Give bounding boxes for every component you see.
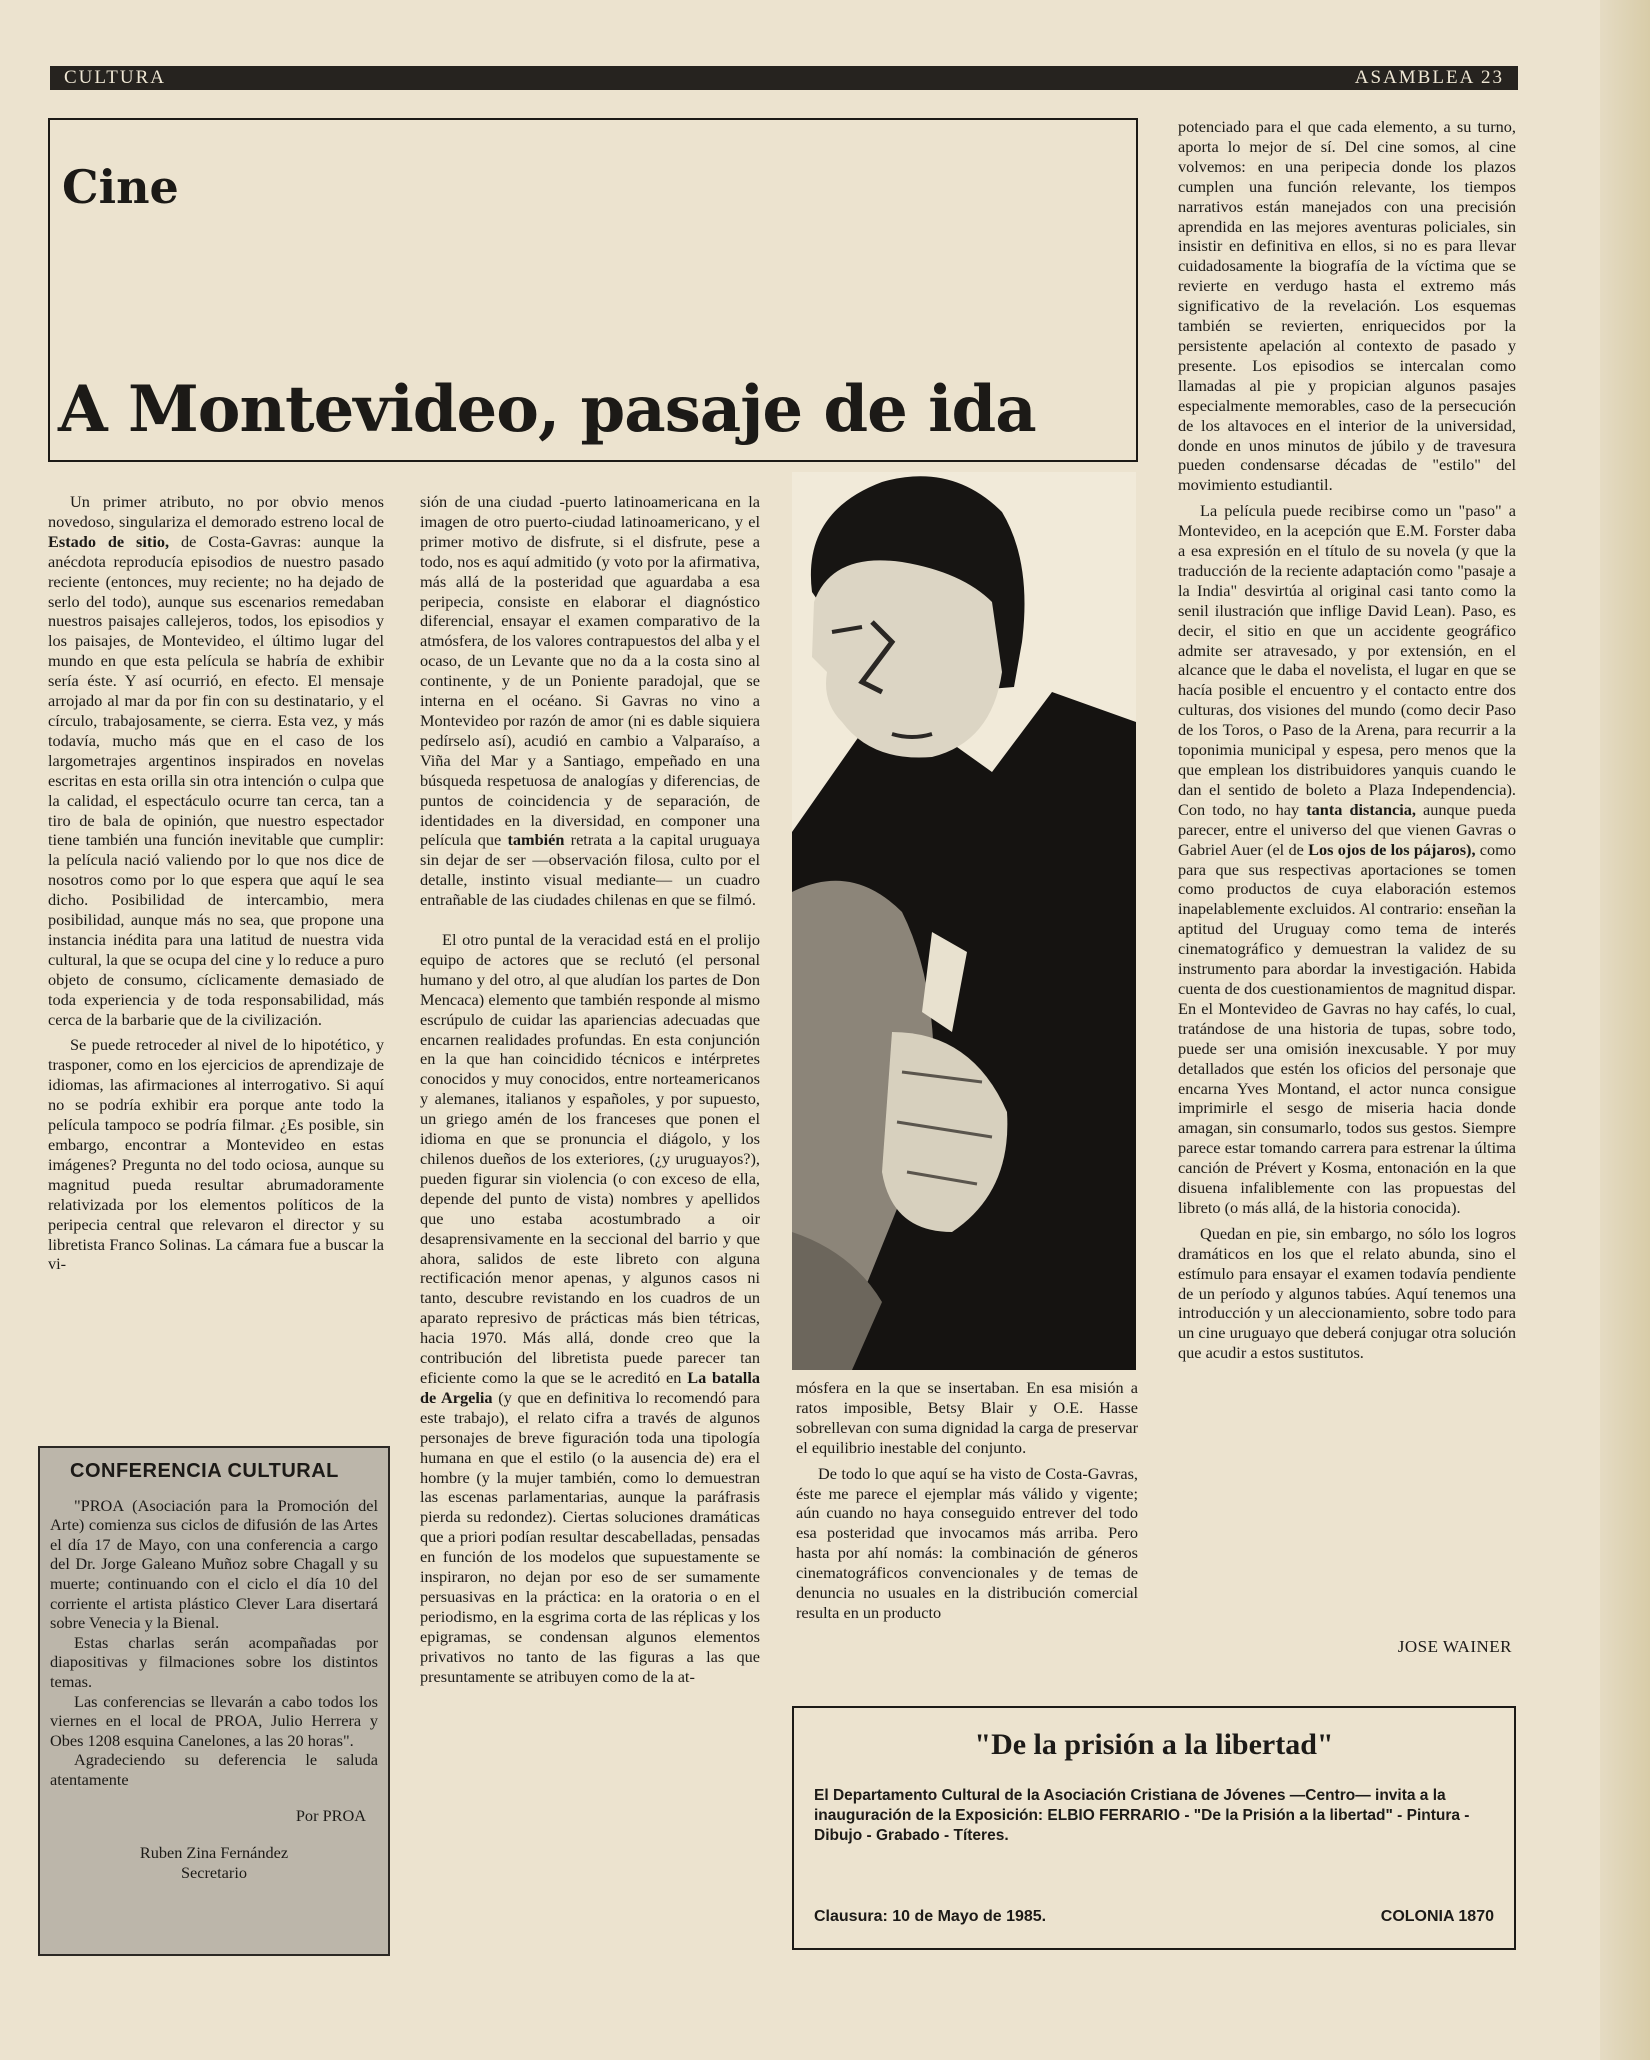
col4-film-title: Los ojos de los pájaros), xyxy=(1308,839,1476,859)
col4-text-b: aunque pueda parecer, entre el universo del que vienen Gavras o Gabriel Auer (el de xyxy=(1178,799,1516,859)
notice-signoff: Por PROA xyxy=(295,1805,366,1825)
article-column-2 xyxy=(420,492,760,1692)
notice-signer-name: Ruben Zina Fernández xyxy=(139,1843,289,1863)
col2-text-b: retrata a la capital uruguaya sin dejar de ser —observación filosa, culto por el detalle, instinto visual mediante— un cuadro entrañable de las ciudades chilenas en que se filmó. xyxy=(420,830,760,910)
page-edge xyxy=(1600,0,1650,2060)
col4-text-a: La película puede recibirse como un "paso" a Montevideo, en la acepción que E.M. Forster daba a esa expresión en el título de su novela (y que la traducción de la reciente adaptación como "pasaje a la India" desvirtúa al original casi tanto como la senil ilustración que inflige David Lean). Paso, es decir, el sitio en que un accidente geográfico admite ser atravesado, y por extensión, en el alcance que le daba el novelista, el lugar en que se hacía posible el encuentro y el contacto entre dos culturas, dos visiones del mundo (como decir Paso de los Toros, o Paso de la Arena, para recurrir a la toponimia municipal y espesa, pero menos que la que emplean los distribuidores yanquis cuando le dan el sentido de boleto a Plaza Independencia). Con todo, no hay xyxy=(1178,501,1516,819)
conference-notice-box xyxy=(38,1446,390,1956)
notice-paragraph-4: Agradeciendo su deferencia le saluda atentamente xyxy=(50,1750,378,1789)
ad-closing-date: Clausura: 10 de Mayo de 1985. xyxy=(814,1908,1047,1925)
article-column-3 xyxy=(796,1378,1138,1629)
notice-title: CONFERENCIA CULTURAL xyxy=(70,1460,339,1482)
ad-title: "De la prisión a la libertad" xyxy=(974,1728,1334,1761)
col1-paragraph-2: Se puede retroceder al nivel de lo hipotético, y trasponer, como en los ejercicios de aprendizaje de idiomas, las afirmaciones al interrogativo. Si aquí no se podría exhibir era porque ante todo la película tampoco se podría filmar. ¿Es posible, sin embargo, encontrar a Montevideo en estas imágenes? Pregunta no del todo ociosa, aunque su magnitud pueda resultar abrumadoramente relativizada por los elementos políticos de la peripecia central que relevaron el director y su libretista Franco Solinas. La cámara fue a buscar la vi- xyxy=(48,1035,384,1274)
photo-man-in-suit xyxy=(792,472,1136,1370)
section-name: CULTURA xyxy=(64,67,166,88)
col1-film-title: Estado de sitio, xyxy=(48,531,170,551)
col4-bold-phrase: tanta distancia, xyxy=(1306,799,1416,819)
col1-text-b: de Costa-Gavras: aunque la anécdota reproducía episodios de nuestro pasado reciente (entonces, muy reciente; no ha dejado de serlo del todo), aunque sus escenarios remedaban nuestros paisajes callejeros, todos, los episodios y los paisajes, de Montevideo, el último lugar del mundo en que esta película se habría de exhibir sería éste. Y así ocurrió, en efecto. El mensaje arrojado al mar da por fin con su destinatario, y el círculo, trabajosamente, se cierra. Esta vez, y más todavía, mucho más que en el caso de los largometrajes argentinos inspirados en novelas escritas en esta orilla sin otra intención o culpa que la calidad, el espectáculo ocurre tan cerca, tan a tiro de bala de opinión, que nuestro espectador tiene también una función inevitable que cumplir: la película nació valiendo por lo que nos dice de nosotros como por lo que espera que aquí le sea dicho. Posibilidad de intercambio, mera posibilidad, aunque más no sea, que propone una instancia inédita para una latitud de nuestra vida cultural, la que se ocupa del cine y lo reduce a puro objeto de consumo, cíclicamente demasiado de toda experiencia y de toda responsabilidad, más cerca de la barbarie que de la civilización. xyxy=(48,531,384,1029)
col4-text-c: como para que sus respectivas aportaciones se tomen como productos de cuya elaboración estemos inapelablemente excluidos. Al contrario: enseñan la aptitud del Uruguay como tema de interés cinematográfico y demuestran la validez de su instrumento para abordar la investigación. Habida cuenta de dos cuestionamientos de magnitud dispar. En el Montevideo de Gavras no hay cafés, lo cual, tratándose de una historia de tupas, sobre todo, puede ser una omisión inexcusable. Y por muy detallados que estén los oficios del personaje que encarna Yves Montand, el actor nunca consigue imprimirle el sesgo de miseria hacia donde amagan, sin consumarlo, todos sus gestos. Siempre parece estar tomando carrera para estrenar la última canción de Prévert y Kosma, entonación en la que disuena infaliblemente con las propuestas del libreto (o más allá, de la historia conocida). xyxy=(1178,839,1516,1217)
article-kicker: Cine xyxy=(62,160,179,214)
col4-paragraph-1: potenciado para el que cada elemento, a su turno, aporta lo mejor de sí. Del cine somos, al cine volvemos: en una peripecia donde los plazos cumplen una función relevante, los tiempos narrativos están manejados con una precisión aprendida en las mejores aventuras policiales, sin insistir en definitiva en ellos, si no es para llevar cuidadosamente la biografía de la víctima que se revierte en verdugo hasta el extremo más significativo de la revelación. Los esquemas también se revierten, enriquecidos por la persistente apelación al contexto de pasado y presente. Los episodios se intercalan como llamadas al pie y propician algunos pasajes especialmente memorables, caso de la persecución de los altavoces en el interior de la universidad, donde en unos minutos de júbilo y de travesura pueden condensarse décadas de "estilo" del movimiento estudiantil. xyxy=(1178,117,1516,495)
ad-address: COLONIA 1870 xyxy=(1380,1908,1494,1925)
page-number: ASAMBLEA 23 xyxy=(1354,67,1504,88)
section-header-bar xyxy=(50,66,1518,90)
article-photo xyxy=(792,472,1136,1370)
col2-text-c: El otro puntal de la veracidad está en el prolijo equipo de actores que se reclutó (el personal humano y del otro, al que aludían los partes de Don Mencaca) elemento que también responde al mismo escrúpulo de cuidar las apariencias adecuadas que encarnen realidades profundas. En esta conjunción en la que han coincidido técnicos e intérpretes conocidos y muy conocidos, entre norteamericanos y alemanes, italianos y españoles, y por supuesto, un griego amén de los franceses que ponen el idioma en que se pronuncia el diágolo, y los chilenos dueños de los exteriores, (¿y uruguayos?), pueden figurar sin violencia (o con exceso de ella, depende del punto de vista) nombres y apellidos que uno estaba acostumbrado a oir desaprensivamente en la seccional del barrio y que ahora, salidos de este libreto con alguna rectificación menor apenas, y algunos casos ni tanto, descubre revistando en los cuadros de un aparato represivo de prácticas más bien tétricas, hacia 1970. Más allá, donde creo que la contribución del libretista puede parecer tan eficiente como la que se le acreditó en xyxy=(420,930,760,1387)
col1-text-a: Un primer atributo, no por obvio menos novedoso, singulariza el demorado estreno local de xyxy=(48,492,384,531)
notice-paragraph-2: Estas charlas serán acompañadas por diapositivas y filmaciones sobre los distintos temas. xyxy=(50,1632,378,1691)
article-column-4 xyxy=(1178,117,1516,1369)
col2-bold-word: también xyxy=(507,830,565,850)
article-headline: A Montevideo, pasaje de ida xyxy=(58,372,1036,447)
notice-paragraph-3: Las conferencias se llevarán a cabo todos los viernes en el local de PROA, Julio Herrera y Obes 1208 esquina Canelones, a las 20 horas". xyxy=(50,1691,378,1750)
ad-body: El Departamento Cultural de la Asociación Cristiana de Jóvenes —Centro— invita a la inauguración de la Exposición: ELBIO FERRARIO - "De la Prisión a la libertad" - Pintura - Dibujo - Grabado - Títeres. xyxy=(814,1787,1470,1844)
col3-paragraph-1: mósfera en la que se insertaban. En esa misión a ratos imposible, Betsy Blair y O.E. Hasse sobrellevan con suma dignidad la carga de preservar el equilibrio inestable del conjunto. xyxy=(796,1378,1138,1457)
ad-footer xyxy=(814,1908,1494,1926)
col2-text-a: sión de una ciudad -puerto latinoamericana en la imagen de otro puerto-ciudad latinoamericano, y el primer motivo de disfrute, si el disfrute, pese a todo, nos es aquí admitido (y voto por la afirmativa, más allá de la posteridad que aguardaba a esa peripecia, consiste en elaborar el diagnóstico diferencial, ensayar el examen comparativo de la atmósfera, de los valores contrapuestos del alba y el ocaso, de un Levante que no da a la costa sino al continente, y de un Poniente paradojal, que se interna en el océano. Si Gavras no vino a Montevideo por razón de amor (ni es dable siquiera pedírselo así), acudió en cambio a Valparaíso, a Viña del Mar y a Santiago, empeñado en una búsqueda respetuosa de analogías y diferencias, de puntos de coincidencia y de separación, de identidades en la diversidad, en componer una película que xyxy=(420,492,760,850)
col3-paragraph-2: De todo lo que aquí se ha visto de Costa-Gavras, éste me parece el ejemplar más válido y vigente; aún cuando no haya conseguido entrever del todo esa posteridad que invocamos más arriba. Pero hasta por ahí nomás: la combinación de géneros cinematográficos convencionales y de temas de denuncia no usuales en la distribución comercial resulta en un producto xyxy=(796,1463,1138,1622)
article-column-1 xyxy=(48,492,384,1280)
article-title-box xyxy=(48,118,1138,462)
notice-signer-role: Secretario xyxy=(181,1862,247,1882)
article-byline: JOSE WAINER xyxy=(1397,1637,1512,1656)
col2-film-title: La batalla de Argelia xyxy=(420,1367,760,1407)
col2-text-d: (y que en definitiva lo recomendó para este trabajo), el relato cifra a través de algunos personajes de breve figuración toda una tipología humana en que el estilo (o la ausencia de) era el hombre (y la mujer también, como lo demuestran las escenas parlamentarias, aunque la paráfrasis pierda su redondez). Ciertas soluciones dramáticas que a priori podían resultar descabelladas, pensadas en función de los modelos que supuestamente se inspiraron, no dejan por eso de ser sumamente persuasivas en la práctica: en la oratoria o en el periodismo, en la esgrima corta de las réplicas y los epigramas, se condensan algunos elementos privativos no tanto de las figuras a las que presuntamente se atribuyen como de la at- xyxy=(420,1387,760,1686)
exhibition-ad-box xyxy=(792,1706,1516,1950)
notice-paragraph-1: "PROA (Asociación para la Promoción del Arte) comienza sus ciclos de difusión de las Artes el día 17 de Mayo, con una conferencia a cargo del Dr. Jorge Galeano Muñoz sobre Chagall y su muerte; continuando con el ciclo el día 10 del corriente el artista plástico Clever Lara disertará sobre Venecia y la Bienal. xyxy=(50,1495,378,1633)
col4-paragraph-3: Quedan en pie, sin embargo, no sólo los logros dramáticos en los que el relato abunda, sino el estímulo para ensayar el examen todavía pendiente de un período y algunos tabúes. Aquí tenemos una introducción y un aleccionamiento, sobre todo para un cine uruguayo que deberá conjugar otra solución que acudir a estos sustitutos. xyxy=(1178,1223,1516,1363)
